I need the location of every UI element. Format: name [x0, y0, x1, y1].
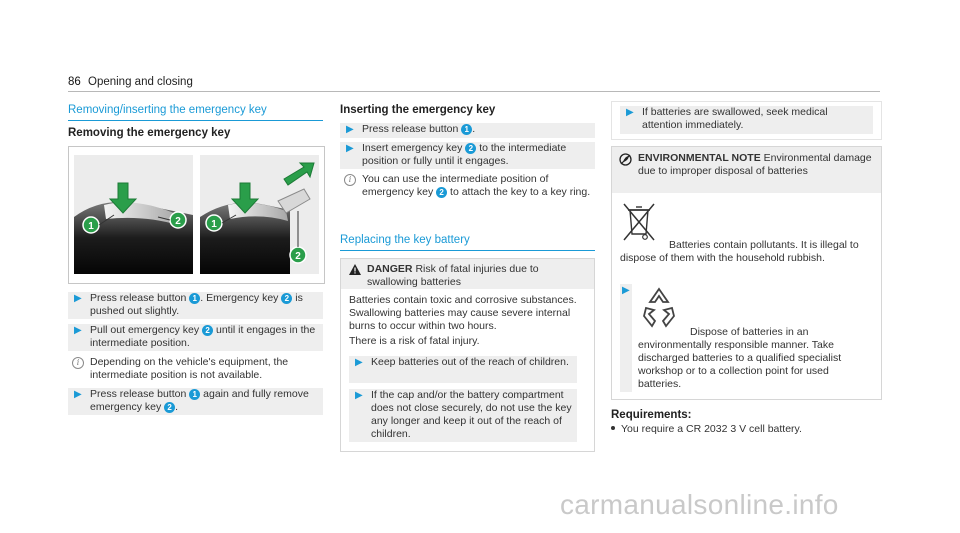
- step-press-release-insert: [340, 123, 595, 138]
- environmental-header: [612, 147, 881, 193]
- environmental-body-text: Batteries contain pollutants. It is illegal to dispose of them with the household rubbish.: [620, 239, 859, 264]
- requirements-list: [611, 423, 802, 436]
- step-seek-medical: [620, 106, 873, 134]
- step-text: If the cap and/or the battery compartment does not close securely, do not use the key any longer and keep it out of the reach of children.: [371, 389, 572, 440]
- note-intermediate-position: [68, 356, 323, 383]
- callout-1: 1: [211, 219, 217, 230]
- step-pull-out: [68, 324, 323, 351]
- requirement-item: [611, 423, 802, 436]
- environmental-label: ENVIRONMENTAL NOTE: [638, 152, 761, 164]
- step-arrow-icon: ▶: [74, 293, 82, 304]
- environmental-step-text: Dispose of batteries in an environmentally responsible manner. Take discharged batteries to a qualified specialist workshop or to a collection point for used batteries.: [638, 326, 842, 390]
- subsection-title-inserting: Inserting the emergency key: [340, 104, 496, 116]
- callout-2-badge: 2: [281, 293, 292, 304]
- callout-2-badge: 2: [436, 187, 447, 198]
- step-arrow-icon: ▶: [626, 107, 634, 118]
- key-photo-removed: [200, 155, 319, 274]
- chapter-title: Opening and closing: [88, 76, 193, 88]
- step-text: Press release button: [362, 123, 462, 135]
- callout-1-badge: 1: [189, 293, 200, 304]
- step-text: Pull out emergency key: [90, 324, 203, 336]
- requirement-text: You require a CR 2032 3 V cell battery.: [621, 423, 802, 435]
- danger-box-continued: [611, 101, 882, 140]
- info-icon: i: [344, 174, 356, 186]
- danger-box: [340, 258, 595, 452]
- step-arrow-icon: ▶: [74, 389, 82, 400]
- info-icon: i: [72, 357, 84, 369]
- watermark: carmanualsonline.info: [560, 489, 839, 520]
- callout-2-badge: 2: [202, 325, 213, 336]
- callout-1-badge: 1: [461, 124, 472, 135]
- step-cap-not-closing: [349, 389, 577, 442]
- callout-2-badge: 2: [465, 143, 476, 154]
- warning-triangle-icon: [349, 264, 361, 279]
- environmental-text: Environmental damage due to improper disposal of batteries: [638, 152, 872, 177]
- callout-2: 2: [175, 216, 181, 227]
- section-title-removing-inserting: Removing/inserting the emergency key: [68, 104, 267, 116]
- note-text: to attach the key to a key ring.: [447, 186, 591, 198]
- note-text: Depending on the vehicle's equipment, the intermediate position is not available.: [90, 356, 289, 381]
- step-text: Press release button: [90, 388, 190, 400]
- bullet-icon: [611, 426, 615, 430]
- header-rule: [68, 91, 880, 92]
- requirements-title: Requirements:: [611, 409, 692, 421]
- illustration-frame: [68, 146, 325, 284]
- step-text: Keep batteries out of the reach of children.: [371, 356, 569, 368]
- environment-icon: [619, 153, 632, 170]
- section-title-replacing-battery: Replacing the key battery: [340, 234, 470, 246]
- danger-body-text: There is a risk of fatal injury.: [349, 335, 480, 347]
- callout-1-badge: 1: [189, 389, 200, 400]
- step-text: Press release button: [90, 292, 190, 304]
- callout-2: 2: [295, 251, 301, 262]
- step-strip: [620, 284, 632, 392]
- step-text: .: [175, 401, 179, 413]
- page-number: 86: [68, 76, 81, 88]
- step-text: is pushed out slightly.: [90, 292, 303, 317]
- danger-header: [341, 259, 594, 289]
- step-text: . Emergency key: [200, 292, 282, 304]
- step-text: again and fully remove emergency key: [90, 388, 309, 413]
- key-photo-removing: [74, 155, 193, 274]
- step-insert-key: [340, 142, 595, 169]
- step-remove-fully: [68, 388, 323, 415]
- danger-label: DANGER: [367, 263, 413, 275]
- step-arrow-icon: ▶: [346, 124, 354, 135]
- section-rule: [68, 120, 323, 121]
- section-rule: [340, 250, 595, 251]
- step-text: to the intermediate position or fully until it engages.: [362, 142, 567, 167]
- callout-1: 1: [88, 221, 94, 232]
- callout-2-badge: 2: [164, 402, 175, 413]
- danger-text: Risk of fatal injuries due to swallowing batteries: [367, 263, 539, 288]
- note-key-ring: [340, 173, 595, 213]
- step-arrow-icon: ▶: [74, 325, 82, 336]
- step-text: until it engages in the intermediate position.: [90, 324, 316, 349]
- step-text: .: [472, 123, 476, 135]
- step-keep-away: [349, 356, 577, 383]
- step-arrow-icon: ▶: [346, 143, 354, 154]
- step-press-release: [68, 292, 323, 319]
- step-arrow-icon: ▶: [355, 390, 363, 401]
- step-arrow-icon: ▶: [622, 285, 630, 296]
- step-text: If batteries are swallowed, seek medical attention immediately.: [642, 106, 828, 131]
- environmental-note-box: [611, 146, 882, 400]
- step-text: Insert emergency key: [362, 142, 466, 154]
- subsection-title-removing: Removing the emergency key: [68, 127, 231, 139]
- step-arrow-icon: ▶: [355, 357, 363, 368]
- note-text: You can use the intermediate position of emergency key: [362, 173, 549, 198]
- danger-body-text: Batteries contain toxic and corrosive substances. Swallowing batteries may cause severe internal burns to occur within two hours.: [349, 294, 577, 332]
